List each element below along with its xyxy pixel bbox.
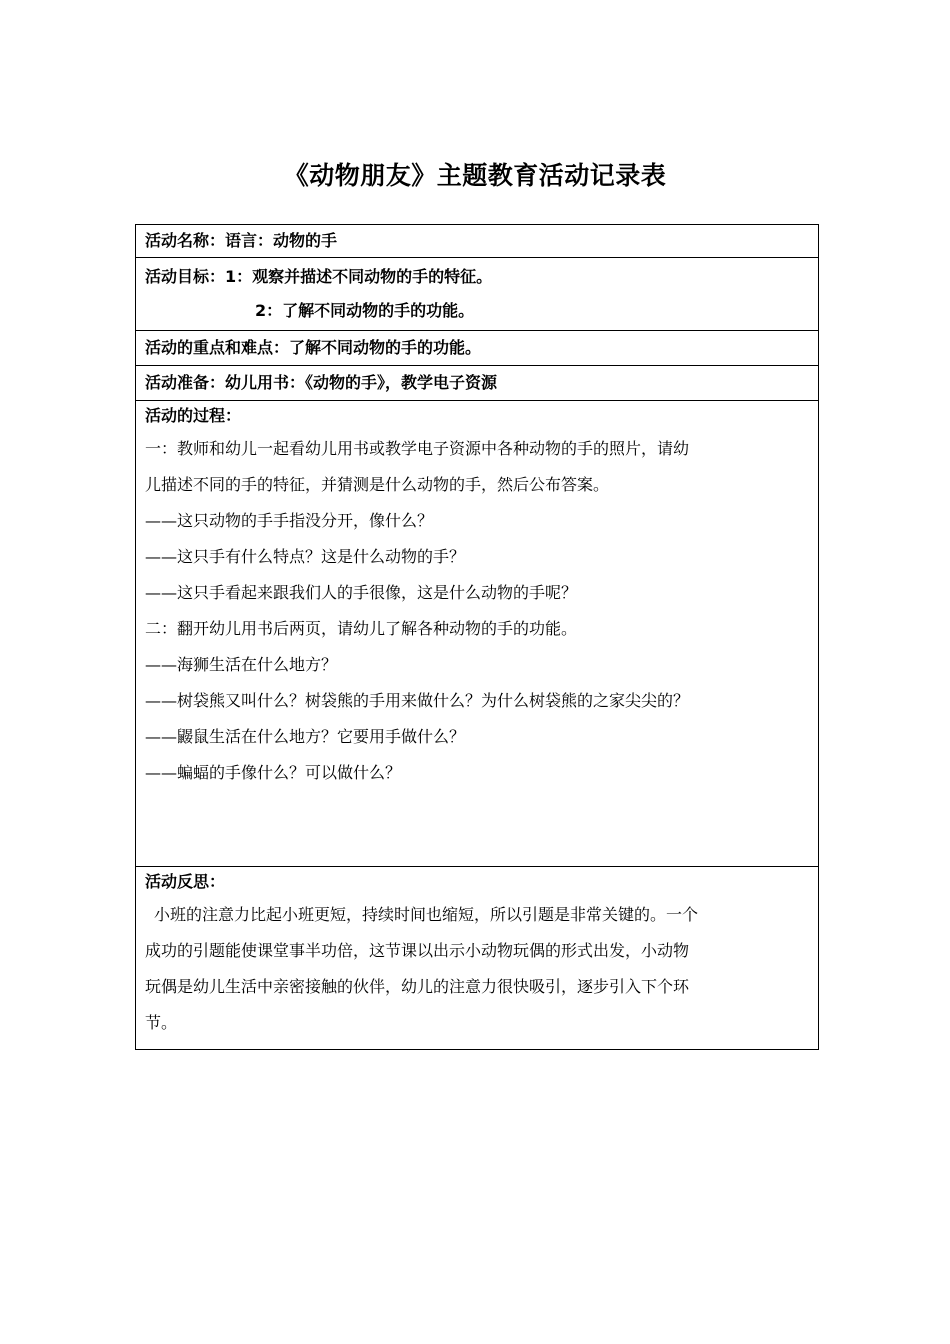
reflection-line: 成功的引题能使课堂事半功倍，这节课以出示小动物玩偶的形式出发，小动物: [145, 941, 690, 960]
process-line: ——蝙蝠的手像什么？可以做什么？: [145, 763, 402, 782]
activity-goal-2: 2：了解不同动物的手的功能。: [255, 301, 475, 320]
process-heading: 活动的过程：: [145, 406, 242, 425]
key-points-row: [136, 331, 819, 366]
activity-name-row: [136, 225, 819, 258]
reflection-heading: 活动反思：: [145, 872, 226, 891]
activity-record-table: [135, 224, 819, 1050]
process-line: ——这只动物的手手指没分开，像什么？: [145, 511, 434, 530]
process-line: ——海狮生活在什么地方？: [145, 655, 338, 674]
reflection-line: 节。: [145, 1013, 178, 1032]
document-title: 《动物朋友》主题教育活动记录表: [283, 161, 667, 190]
process-line: 二：翻开幼儿用书后两页，请幼儿了解各种动物的手的功能。: [145, 619, 578, 638]
activity-goals-row: [136, 258, 819, 331]
preparation-row: [136, 366, 819, 401]
process-line: ——树袋熊又叫什么？树袋熊的手用来做什么？为什么树袋熊的之家尖尖的？: [145, 691, 690, 710]
reflection-line: 小班的注意力比起小班更短，持续时间也缩短，所以引题是非常关键的。一个: [154, 905, 699, 924]
activity-goal-1: 活动目标：1：观察并描述不同动物的手的特征。: [145, 267, 493, 286]
activity-name: 活动名称：语言：动物的手: [145, 231, 338, 250]
process-line: ——这只手看起来跟我们人的手很像，这是什么动物的手呢？: [145, 583, 578, 602]
process-line: ——这只手有什么特点？这是什么动物的手？: [145, 547, 466, 566]
process-line: 一：教师和幼儿一起看幼儿用书或教学电子资源中各种动物的手的照片，请幼: [145, 439, 690, 458]
activity-preparation: 活动准备：幼儿用书：《动物的手》，教学电子资源: [145, 373, 498, 392]
process-line: ——鼹鼠生活在什么地方？它要用手做什么？: [145, 727, 466, 746]
reflection-row: [136, 867, 819, 1050]
reflection-line: 玩偶是幼儿生活中亲密接触的伙伴，幼儿的注意力很快吸引，逐步引入下个环: [145, 977, 690, 996]
process-row: [136, 401, 819, 867]
process-line: 儿描述不同的手的特征，并猜测是什么动物的手，然后公布答案。: [145, 475, 610, 494]
key-points: 活动的重点和难点：了解不同动物的手的功能。: [145, 338, 482, 357]
